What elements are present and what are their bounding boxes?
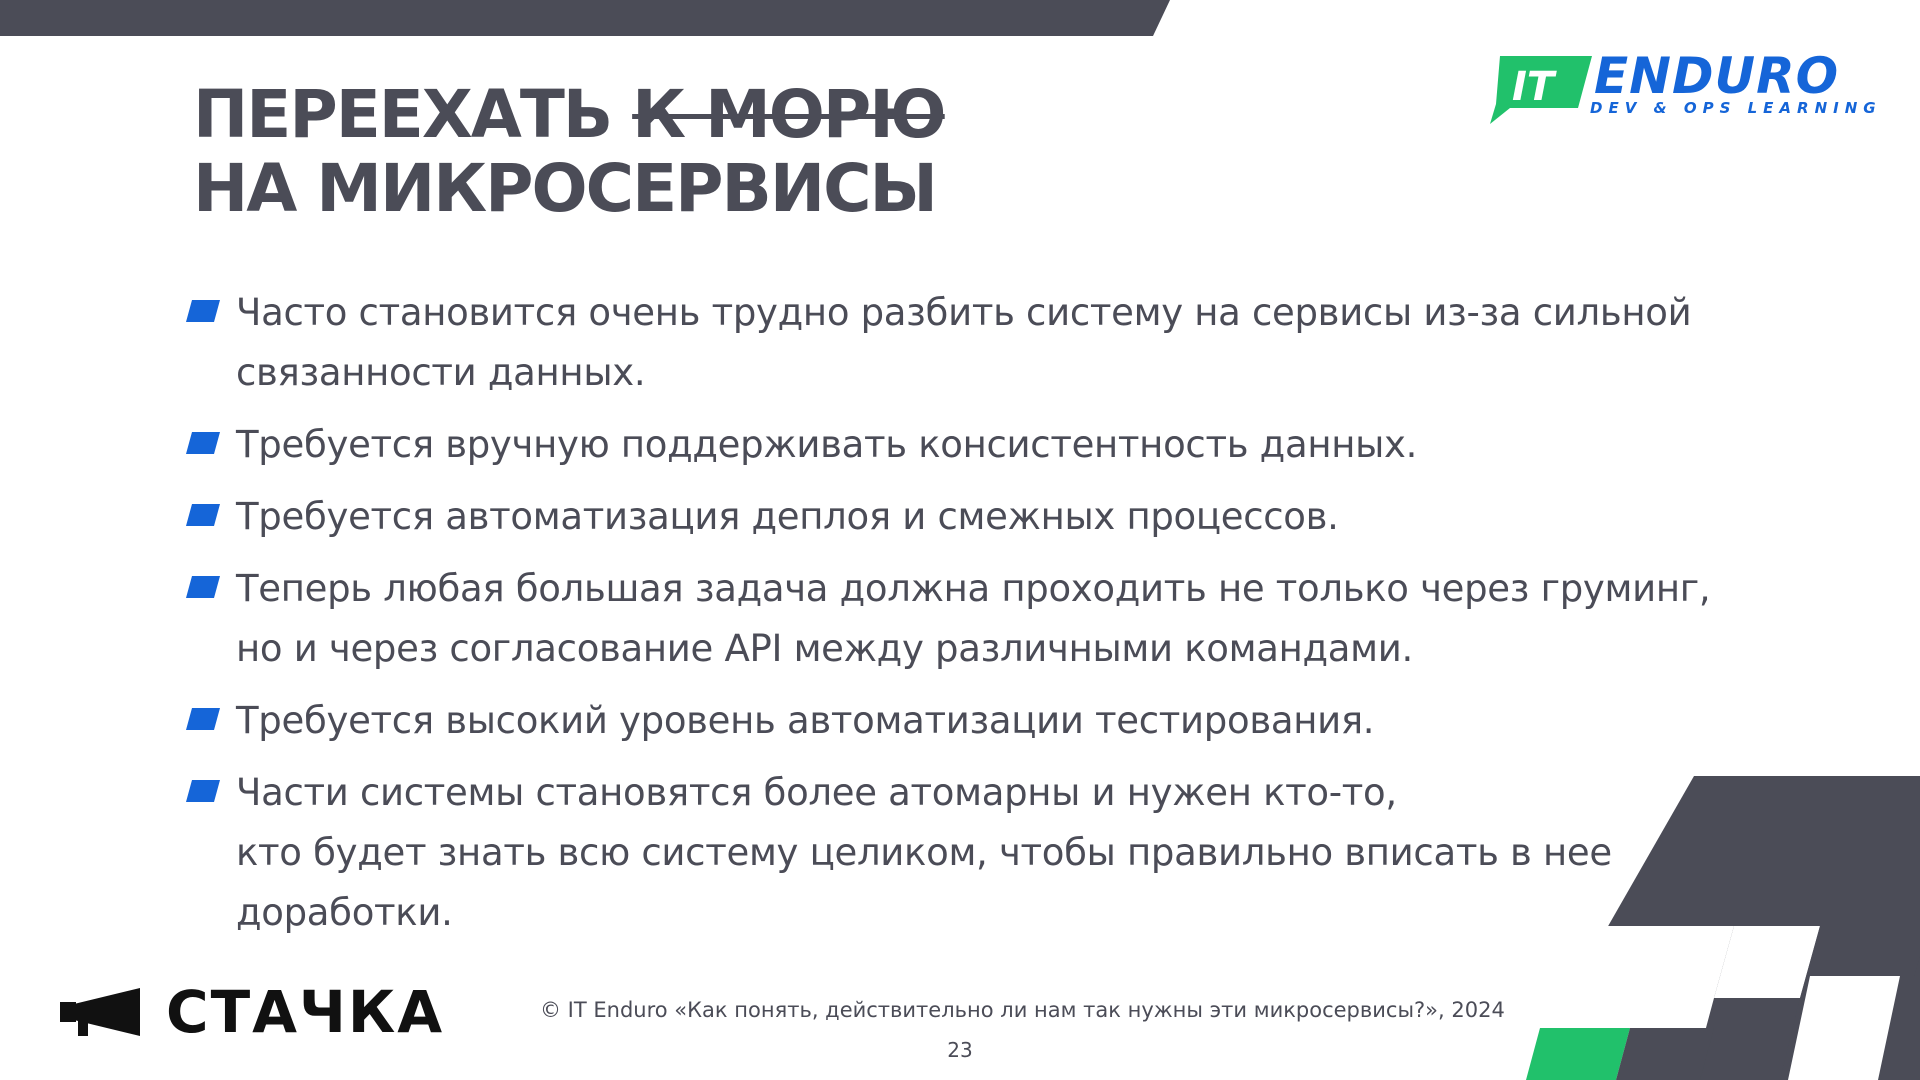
- footer-brand: [60, 978, 445, 1046]
- bullet-line: Теперь любая большая задача должна проходить не только через груминг,: [236, 567, 1711, 610]
- title-struck-text: К МОРЮ: [632, 76, 945, 153]
- bullet-line: Требуется вручную поддерживать консистентность данных.: [236, 423, 1418, 466]
- logo-subtitle: DEV & OPS LEARNING: [1590, 99, 1882, 117]
- title-line-1: [193, 78, 945, 152]
- brand-name: СТАЧКА: [166, 978, 445, 1046]
- list-item: [186, 559, 1776, 679]
- title-line-2: НА МИКРОСЕРВИСЫ: [193, 150, 936, 227]
- bullet-icon: [186, 708, 220, 730]
- bullet-line: Части системы становятся более атомарны и нужен кто-то,: [236, 771, 1397, 814]
- copyright-text: © IT Enduro «Как понять, действительно ли нам так нужны эти микросервисы?», 2024: [540, 998, 1505, 1022]
- list-item: [186, 415, 1776, 475]
- list-item: [186, 283, 1776, 403]
- top-band: [0, 0, 1170, 36]
- slide-title: [193, 78, 945, 226]
- bullet-icon: [186, 504, 220, 526]
- bullet-line: кто будет знать всю систему целиком, чтобы правильно вписать в нее: [236, 831, 1612, 874]
- bullet-icon: [186, 300, 220, 322]
- page-number: 23: [947, 1038, 973, 1062]
- bullet-icon: [186, 576, 220, 598]
- checkered-decoration: [1520, 776, 1920, 1080]
- bullet-line: Требуется автоматизация деплоя и смежных процессов.: [236, 495, 1339, 538]
- list-item: [186, 691, 1776, 751]
- it-badge-text: IT: [1512, 64, 1555, 110]
- list-item: [186, 487, 1776, 547]
- it-badge-icon: [1486, 54, 1594, 126]
- logo-main-text: ENDURO: [1594, 47, 1840, 105]
- bullet-icon: [186, 432, 220, 454]
- bullet-line: Требуется высокий уровень автоматизации тестирования.: [236, 699, 1375, 742]
- bullet-line: связанности данных.: [236, 351, 646, 394]
- bullet-icon: [186, 780, 220, 802]
- bullet-line: Часто становится очень трудно разбить систему на сервисы из-за сильной: [236, 291, 1692, 334]
- bullet-line: доработки.: [236, 891, 453, 934]
- bullet-line: но и через согласование API между различными командами.: [236, 627, 1413, 670]
- megaphone-icon: [60, 986, 140, 1038]
- title-word: ПЕРЕЕХАТЬ: [193, 76, 612, 153]
